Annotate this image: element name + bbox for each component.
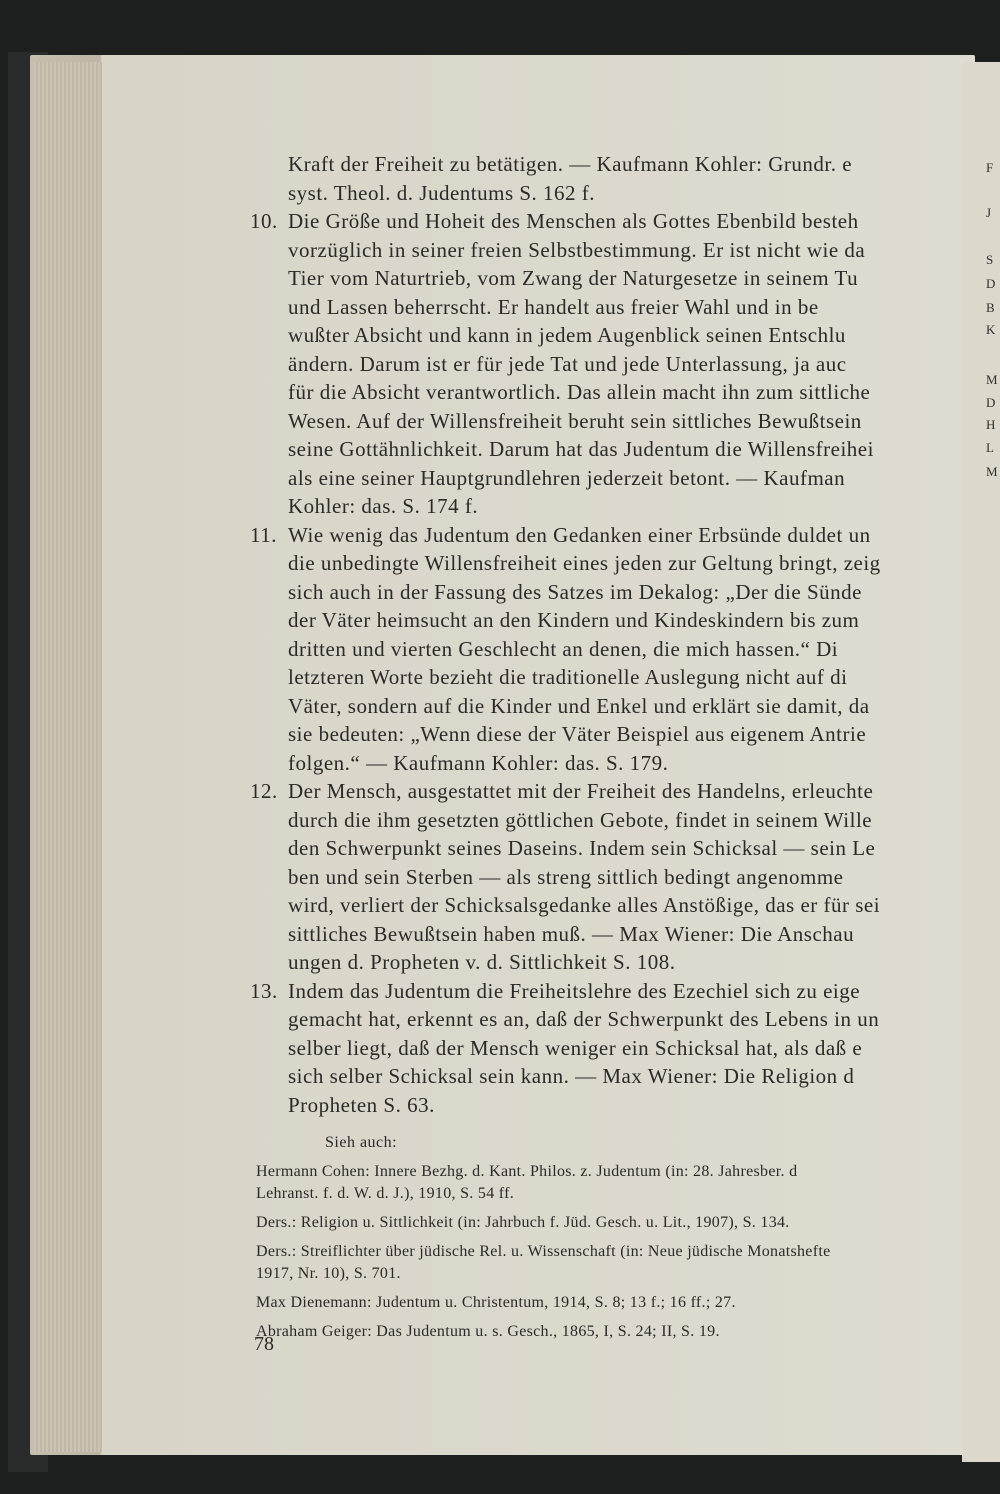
text-line: 1917, Nr. 10), S. 701. <box>256 1265 401 1282</box>
note-entry <box>250 777 962 977</box>
text-line: gemacht hat, erkennt es an, daß der Schwerpunkt des Lebens in un <box>288 1007 880 1031</box>
text-line: vorzüglich in seiner freien Selbstbestimmung. Er ist nicht wie da <box>288 237 866 262</box>
page-text <box>250 150 962 1370</box>
next-page-letter: B <box>986 300 995 315</box>
note-entry <box>250 207 962 521</box>
text-line: Wie wenig das Judentum den Gedanken einer Erbsünde duldet un <box>288 522 871 547</box>
text-line: für die Absicht verantwortlich. Das allein macht ihn zum sittliche <box>288 380 871 404</box>
text-line: der Väter heimsucht an den Kindern und Kindeskindern bis zum <box>288 608 860 632</box>
reference-item <box>256 1321 962 1343</box>
next-page-letter: K <box>986 322 996 337</box>
text-line: Väter, sondern auf die Kinder und Enkel und erklärt sie damit, da <box>288 693 870 718</box>
note-number: 11. <box>250 522 277 547</box>
text-line: letzteren Worte bezieht die traditionelle Auslegung nicht auf di <box>288 665 848 689</box>
text-line: dritten und vierten Geschlecht an denen, die mich hassen.“ Di <box>288 636 839 661</box>
text-line: sittliches Bewußtsein haben muß. — Max Wiener: Die Anschau <box>288 921 855 946</box>
next-page-fragment <box>962 62 1000 1462</box>
text-line: wußter Absicht und kann in jedem Augenblick seinen Entschlu <box>288 323 846 347</box>
text-line: Der Mensch, ausgestattet mit der Freiheit des Handelns, erleuchte <box>288 779 874 803</box>
text-line: Max Dienemann: Judentum u. Christentum, 1914, S. 8; 13 f.; 16 ff.; 27. <box>256 1294 736 1311</box>
next-page-letter: H <box>986 417 996 432</box>
text-line: durch die ihm gesetzten göttlichen Gebote, findet in seinem Wille <box>288 807 873 832</box>
text-line: Ders.: Religion u. Sittlichkeit (in: Jahrbuch f. Jüd. Gesch. u. Lit., 1907), S. 134. <box>256 1214 790 1231</box>
text-line: Propheten S. 63. <box>288 1092 435 1117</box>
next-page-letter: D <box>986 395 996 410</box>
text-line: Hermann Cohen: Innere Bezhg. d. Kant. Philos. z. Judentum (in: 28. Jahresber. d <box>256 1163 798 1180</box>
text-line: sich auch in der Fassung des Satzes im Dekalog: „Der die Sünde <box>288 579 862 604</box>
reference-list <box>250 1161 962 1343</box>
text-line: Wesen. Auf der Willensfreiheit beruht sein sittliches Bewußtsein <box>288 408 862 433</box>
note-entry <box>250 977 962 1120</box>
text-line: Die Größe und Hoheit des Menschen als Gottes Ebenbild besteh <box>288 209 859 233</box>
text-line: ungen d. Propheten v. d. Sittlichkeit S. 108. <box>288 950 676 974</box>
next-page-letter: S <box>986 252 994 267</box>
next-page-letter: M <box>986 372 998 387</box>
text-line: den Schwerpunkt seines Daseins. Indem sein Schicksal — sein Le <box>288 836 876 860</box>
text-line: und Lassen beherrscht. Er handelt aus freier Wahl und in be <box>288 294 819 319</box>
text-line: sich selber Schicksal sein kann. — Max Wiener: Die Religion d <box>288 1064 855 1088</box>
reference-item <box>256 1161 962 1205</box>
text-line: wird, verliert der Schicksalsgedanke alles Anstößige, das er für sei <box>288 893 881 917</box>
text-line: selber liegt, daß der Mensch weniger ein Schicksal hat, als daß e <box>288 1035 863 1060</box>
text-line: Indem das Judentum die Freiheitslehre des Ezechiel sich zu eige <box>288 978 861 1003</box>
reference-item <box>256 1212 962 1234</box>
text-line: Abraham Geiger: Das Judentum u. s. Gesch., 1865, I, S. 24; II, S. 19. <box>256 1323 720 1340</box>
page-stack-edge <box>34 62 102 1452</box>
text-line: Tier vom Naturtrieb, vom Zwang der Naturgesetze in seinem Tu <box>288 266 859 290</box>
see-also-label: Sieh auch: <box>325 1134 398 1151</box>
text-line: ben und sein Sterben — als streng sittlich bedingt angenomme <box>288 864 844 889</box>
text-line: syst. Theol. d. Judentums S. 162 f. <box>288 180 596 205</box>
reference-item <box>256 1292 962 1314</box>
note-number: 10. <box>250 209 278 233</box>
text-line: folgen.“ — Kaufmann Kohler: das. S. 179. <box>288 750 669 775</box>
next-page-letter: F <box>986 160 994 175</box>
next-page-letter: M <box>986 464 998 479</box>
text-line: Kraft der Freiheit zu betätigen. — Kaufmann Kohler: Grundr. e <box>288 152 853 176</box>
text-line: als eine seiner Hauptgrundlehren jederzeit betont. — Kaufman <box>288 465 846 490</box>
text-line: sie bedeuten: „Wenn diese der Väter Beispiel aus eigenem Antrie <box>288 722 867 746</box>
note-entry <box>250 521 962 778</box>
text-line: seine Gottähnlichkeit. Darum hat das Judentum die Willensfreihei <box>288 437 874 461</box>
note-entry <box>250 150 962 207</box>
reference-item <box>256 1241 962 1285</box>
note-number: 13. <box>250 978 278 1003</box>
page-number: 78 <box>254 1333 274 1355</box>
text-line: die unbedingte Willensfreiheit eines jeden zur Geltung bringt, zeig <box>288 551 881 575</box>
next-page-letter: J <box>986 205 992 220</box>
text-line: ändern. Darum ist er für jede Tat und jede Unterlassung, ja auc <box>288 351 847 376</box>
next-page-letter: L <box>986 440 994 455</box>
next-page-letter: D <box>986 276 996 291</box>
text-line: Lehranst. f. d. W. d. J.), 1910, S. 54 ff. <box>256 1185 515 1202</box>
note-number: 12. <box>250 779 278 803</box>
text-line: Ders.: Streiflichter über jüdische Rel. u. Wissenschaft (in: Neue jüdische Monatshefte <box>256 1243 831 1260</box>
text-line: Kohler: das. S. 174 f. <box>288 494 479 518</box>
